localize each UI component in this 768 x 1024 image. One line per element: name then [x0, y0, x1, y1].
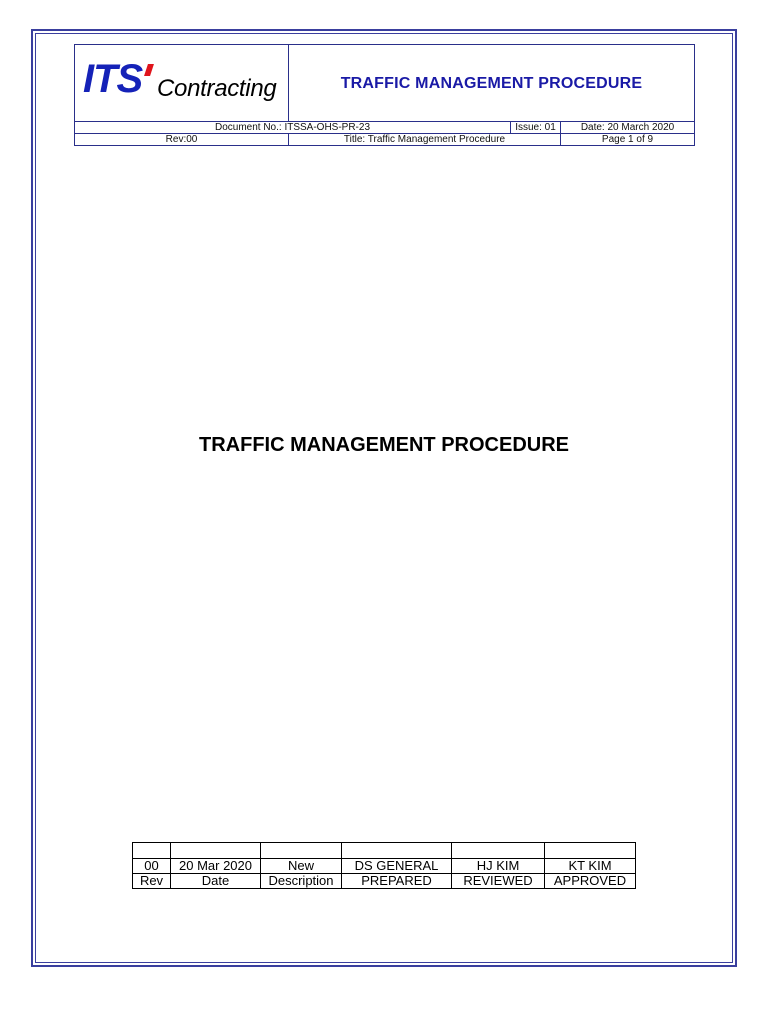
approved-value: KT KIM	[545, 859, 636, 874]
date-label: Date	[171, 874, 261, 889]
prepared-label: PREPARED	[342, 874, 452, 889]
logo-contracting-text: Contracting	[157, 75, 277, 102]
issue-date: Date: 20 March 2020	[561, 122, 695, 134]
blank-cell	[261, 843, 342, 859]
page-number: Page 1 of 9	[561, 134, 695, 146]
approved-label: APPROVED	[545, 874, 636, 889]
blank-cell	[171, 843, 261, 859]
issue-number: Issue: 01	[511, 122, 561, 134]
rev-label: Rev	[133, 874, 171, 889]
blank-cell	[342, 843, 452, 859]
date-value: 20 Mar 2020	[171, 859, 261, 874]
reviewed-label: REVIEWED	[452, 874, 545, 889]
header-title: TRAFFIC MANAGEMENT PROCEDURE	[289, 45, 695, 122]
blank-cell	[545, 843, 636, 859]
prepared-value: DS GENERAL	[342, 859, 452, 874]
company-logo	[75, 45, 288, 121]
description-label: Description	[261, 874, 342, 889]
revision-blank-row	[133, 843, 636, 859]
logo-cell	[75, 45, 289, 122]
revision-table	[132, 842, 636, 889]
document-header	[74, 44, 695, 146]
revision-entry-row	[133, 859, 636, 874]
document-title: Title: Traffic Management Procedure	[289, 134, 561, 146]
description-value: New	[261, 859, 342, 874]
reviewed-value: HJ KIM	[452, 859, 545, 874]
revision-number: Rev:00	[75, 134, 289, 146]
document-number: Document No.: ITSSA-OHS-PR-23	[75, 122, 511, 134]
logo-red-tick-icon	[144, 64, 154, 76]
page-border-inner	[35, 33, 733, 963]
blank-cell	[452, 843, 545, 859]
main-title: TRAFFIC MANAGEMENT PROCEDURE	[199, 434, 569, 456]
logo-its-text: ITS	[83, 57, 143, 101]
revision-header-row	[133, 874, 636, 889]
rev-value: 00	[133, 859, 171, 874]
blank-cell	[133, 843, 171, 859]
